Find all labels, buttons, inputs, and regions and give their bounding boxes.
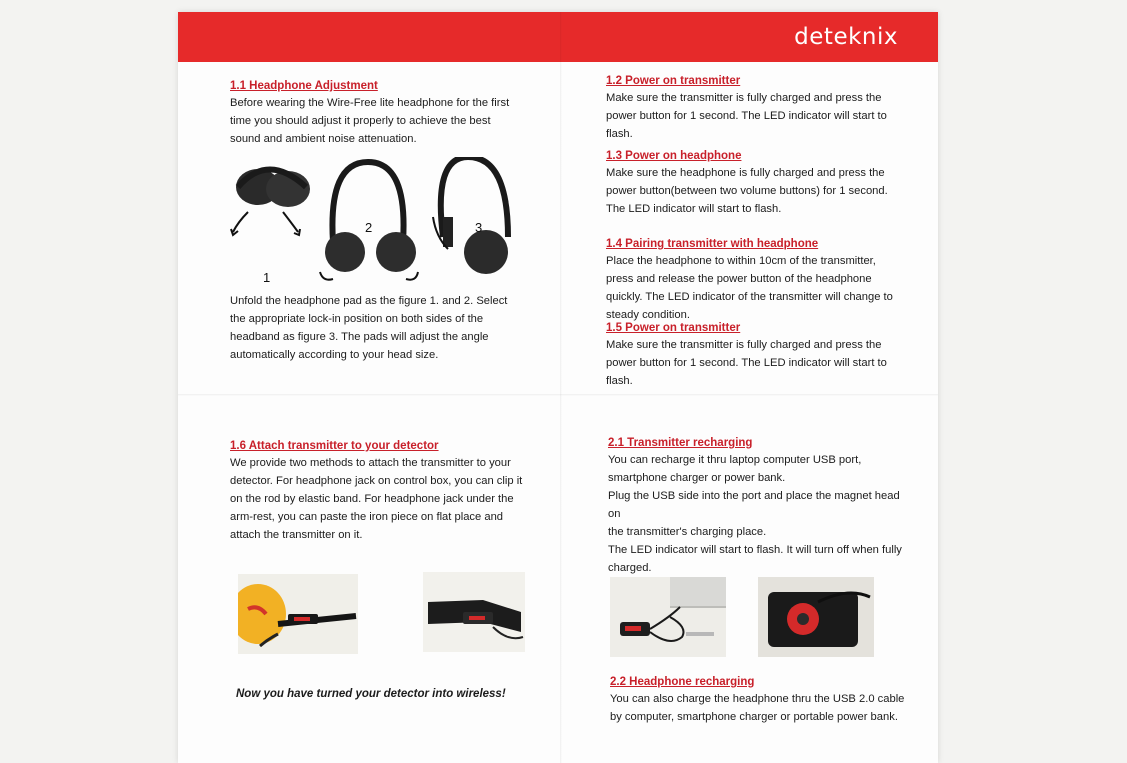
section-1-4 (606, 238, 901, 324)
section-1-1-instructions (230, 292, 515, 364)
figure-label-1: 1 (263, 270, 271, 282)
headphone-angled-icon (433, 157, 508, 274)
figure-label-2: 2 (365, 220, 373, 235)
headphone-folded-icon (231, 169, 310, 235)
closing-statement: Now you have turned your detector into wireless! (236, 688, 506, 700)
section-title: 1.1 Headphone Adjustment (230, 80, 378, 92)
section-body: Place the headphone to within 10cm of the transmitter, press and release the power button of the headphone quickly. The LED indicator of the transmitter will change to steady condition. (606, 255, 893, 321)
section-1-5 (606, 322, 896, 390)
section-body: Before wearing the Wire-Free lite headphone for the first time you should adjust it properly to achieve the best sound and ambient noise attenuation. (230, 97, 510, 145)
section-body-line: smartphone charger or power bank. (608, 472, 786, 484)
section-body: You can also charge the headphone thru the USB 2.0 cable by computer, smartphone charger or portable power bank. (610, 693, 905, 723)
brand-logo: deteknix (794, 24, 898, 50)
vertical-fold (560, 12, 562, 763)
section-body-line: The LED indicator will start to flash. It will turn off when fully (608, 544, 902, 556)
section-title: 1.4 Pairing transmitter with headphone (606, 238, 819, 250)
section-title: 2.1 Transmitter recharging (608, 437, 753, 449)
section-2-1 (608, 437, 908, 577)
horizontal-fold (178, 394, 938, 396)
section-title: 1.6 Attach transmitter to your detector (230, 440, 439, 452)
section-body-line: You can recharge it thru laptop computer USB port, (608, 454, 862, 466)
headphone-figures (228, 157, 518, 282)
section-body: Make sure the headphone is fully charged and press the power button(between two volume buttons) for 1 second. The LED indicator will start to flash. (606, 167, 888, 215)
section-body: Make sure the transmitter is fully charged and press the power button for 1 second. The LED indicator will start to flash. (606, 92, 887, 140)
section-title: 1.5 Power on transmitter (606, 322, 741, 334)
armrest-photo (423, 572, 525, 652)
section-2-2 (610, 676, 910, 726)
detector-rod-photo (238, 574, 358, 654)
section-body: We provide two methods to attach the transmitter to your detector. For headphone jack on control box, you can clip it on the rod by elastic band. For headphone jack under the arm-rest, you can paste the iron piece on flat place and attach the transmitter on it. (230, 457, 523, 541)
magnet-head-photo (758, 577, 874, 657)
section-title: 1.2 Power on transmitter (606, 75, 741, 87)
section-1-3 (606, 150, 896, 218)
header-band (178, 12, 938, 62)
section-body: Unfold the headphone pad as the figure 1. and 2. Select the appropriate lock-in position on both sides of the headband as figure 3. The pads will adjust the angle automatically according to your head size. (230, 295, 508, 361)
section-body: Make sure the transmitter is fully charged and press the power button for 1 second. The LED indicator will start to flash. (606, 339, 887, 387)
figure-label-3: 3 (475, 220, 483, 235)
usb-charging-photo (610, 577, 726, 657)
section-1-1 (230, 80, 520, 148)
section-1-6 (230, 440, 535, 544)
section-title: 1.3 Power on headphone (606, 150, 742, 162)
leaflet-page (178, 12, 938, 763)
section-1-2 (606, 75, 896, 143)
section-body-line: Plug the USB side into the port and place the magnet head on (608, 490, 900, 520)
section-title: 2.2 Headphone recharging (610, 676, 755, 688)
section-body-line: charged. (608, 562, 652, 574)
section-body-line: the transmitter's charging place. (608, 526, 767, 538)
